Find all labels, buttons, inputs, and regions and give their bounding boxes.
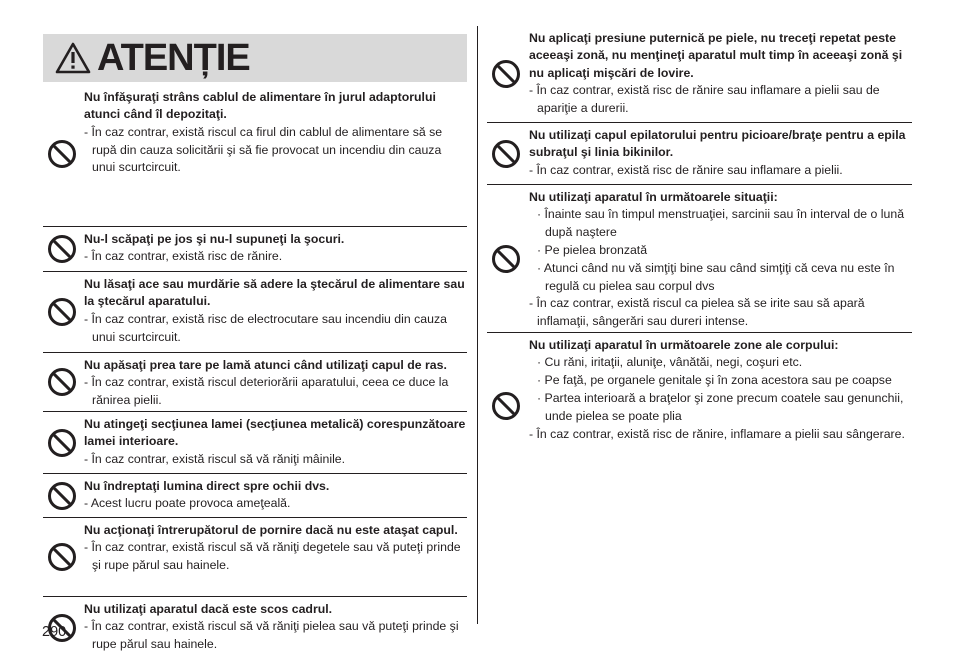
prohibition-icon — [47, 428, 77, 458]
prohibition-icon — [47, 139, 77, 169]
warning-item — [487, 185, 912, 333]
page-title: ATENȚIE — [97, 37, 250, 79]
warning-item — [43, 597, 467, 659]
list-item: · Înainte sau în timpul menstruaţiei, sarcinii sau în interval de o lună după naştere — [537, 207, 905, 240]
prohibition-icon — [47, 367, 77, 397]
warning-consequence: - În caz contrar, există risc de electrocutare sau incendiu din cauza unui scurtcircuit. — [84, 311, 447, 344]
warning-consequence: - În caz contrar, există riscul ca firul din cablul de alimentare să se rupă din cauza solicitării şi să fie provocat un incendiu din cauza unui scurtcircuit. — [84, 124, 443, 175]
warning-title: Nu apăsaţi prea tare pe lamă atunci când utilizaţi capul de ras. — [84, 358, 447, 372]
warning-item — [43, 82, 467, 227]
warning-item — [487, 333, 912, 479]
warning-consequence: - În caz contrar, există risc de rănire sau inflamare a pielii. — [529, 162, 843, 177]
warning-item — [487, 123, 912, 185]
warning-item — [43, 227, 467, 272]
warning-title: Nu îndreptaţi lumina direct spre ochii dvs. — [84, 479, 330, 493]
warning-title: Nu atingeţi secţiunea lamei (secţiunea metalică) corespunzătoare lamei interioare. — [84, 417, 466, 449]
warning-consequence: - În caz contrar, există riscul să vă răniţi mâinile. — [84, 451, 346, 466]
warning-item — [43, 412, 467, 474]
warning-item — [43, 353, 467, 412]
list-item: · Atunci când nu vă simţiţi bine sau când simţiţi că ceva nu este în regulă cu pielea sau corpul dvs — [537, 260, 895, 293]
warning-consequence: - În caz contrar, există risc de rănire. — [84, 249, 283, 264]
list-item: · Cu răni, iritaţii, aluniţe, vânătăi, negi, coşuri etc. — [537, 355, 803, 370]
column-divider — [477, 26, 478, 624]
warning-consequence: - În caz contrar, există riscul deteriorării aparatului, ceea ce duce la rănirea pielii. — [84, 375, 449, 408]
warning-item — [487, 26, 912, 123]
right-column — [487, 26, 912, 479]
prohibition-icon — [47, 542, 77, 572]
warning-item — [43, 272, 467, 353]
prohibition-icon — [491, 244, 521, 274]
warning-title: Nu aplicaţi presiune puternică pe piele, nu treceţi repetat peste aceeaşi zonă, nu menţineţi aparatul mult timp în aceeaşi zonă şi nu aplicaţi mişcări de lovire. — [529, 31, 903, 80]
prohibition-icon — [491, 139, 521, 169]
situation-list — [529, 206, 912, 295]
list-item: · Partea interioară a braţelor şi zone precum coatele sau genunchii, unde pielea se poate plia — [537, 391, 904, 423]
page-number: 290 — [42, 624, 67, 640]
warning-title: Nu utilizaţi aparatul în următoarele situaţii: — [529, 190, 778, 204]
list-item: · Pe faţă, pe organele genitale şi în zona acestora sau pe coapse — [537, 373, 892, 388]
prohibition-icon — [47, 297, 77, 327]
warning-title: Nu utilizaţi aparatul dacă este scos cadrul. — [84, 602, 333, 616]
left-column — [43, 34, 467, 659]
warning-consequence: - În caz contrar, există riscul ca pielea să se irite sau să apară inflamaţii, sângerări sau dureri intense. — [529, 296, 865, 329]
body-zone-list — [529, 354, 912, 425]
prohibition-icon — [47, 234, 77, 264]
warning-consequence: - În caz contrar, există riscul să vă răniţi pielea sau vă puteţi prinde şi rupe părul sau hainele. — [84, 619, 459, 652]
warning-title: Nu înfăşuraţi strâns cablul de alimentare în jurul adaptorului atunci când îl depozitaţi. — [84, 90, 436, 122]
warning-triangle-icon — [55, 42, 91, 74]
warning-title: Nu acţionaţi întrerupătorul de pornire dacă nu este ataşat capul. — [84, 523, 458, 537]
prohibition-icon — [491, 391, 521, 421]
warning-title: Nu utilizaţi capul epilatorului pentru picioare/braţe pentru a epila subraţul şi linia bikinilor. — [529, 128, 906, 160]
warning-title: Nu lăsaţi ace sau murdărie să adere la ştecărul de alimentare sau la ştecărul aparatului. — [84, 277, 465, 309]
warning-consequence: - În caz contrar, există risc de rănire sau inflamare a pielii sau de apariţie a durerii. — [529, 83, 880, 116]
list-item: · Pe pielea bronzată — [537, 243, 648, 257]
warning-item — [43, 518, 467, 597]
prohibition-icon — [47, 481, 77, 511]
caution-header — [43, 34, 467, 82]
warning-consequence: - În caz contrar, există riscul să vă răniţi degetele sau vă puteţi prinde şi rupe părul sau hainele. — [84, 540, 461, 573]
warning-title: Nu utilizaţi aparatul în următoarele zone ale corpului: — [529, 338, 839, 352]
warning-consequence: - În caz contrar, există risc de rănire, inflamare a pielii sau sângerare. — [529, 426, 905, 441]
warning-consequence: - Acest lucru poate provoca ameţeală. — [84, 496, 291, 511]
prohibition-icon — [491, 59, 521, 89]
warning-title: Nu-l scăpaţi pe jos şi nu-l supuneţi la şocuri. — [84, 232, 345, 246]
warning-item — [43, 474, 467, 518]
